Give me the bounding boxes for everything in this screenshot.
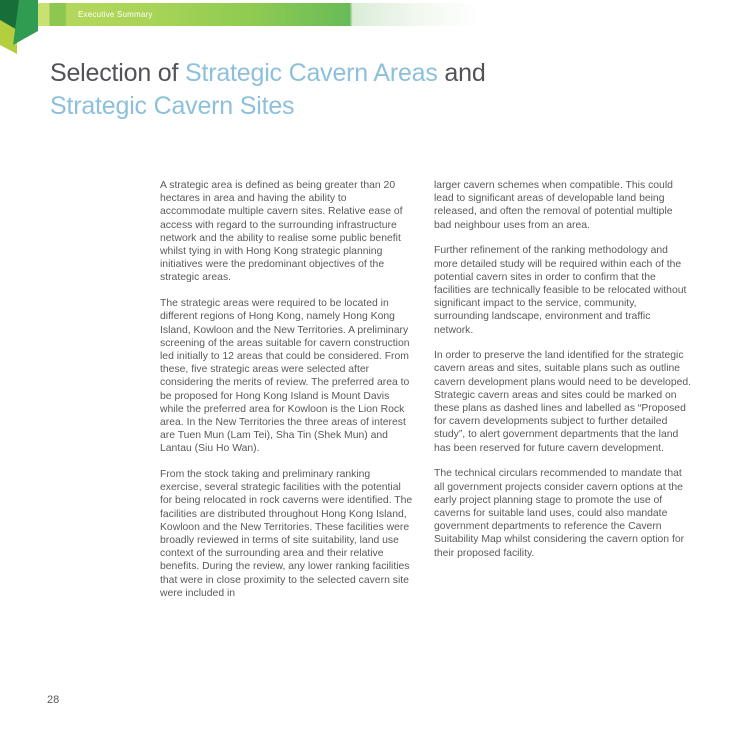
left-column [160, 179, 413, 613]
body-paragraph: larger cavern schemes when compatible. This could lead to significant areas of developable land being released, and often the removal of potential multiple bad neighbour uses from an area. [434, 180, 673, 231]
body-paragraph: A strategic area is defined as being greater than 20 hectares in area and having the ability to accommodate multiple cavern sites. Relative ease of access with regard to the surrounding infrastructure network and the ability to realise some public benefit whilst tying in with Hong Kong strategic planning initiatives were the predominant objectives of the strategic areas. [160, 180, 403, 284]
body-columns [160, 179, 692, 613]
title-segment-blue-sites: Strategic Cavern Sites [50, 92, 295, 120]
title-segment-gray: Selection of [50, 59, 185, 87]
body-paragraph: From the stock taking and preliminary ranking exercise, several strategic facilities with the potential for being relocated in rock caverns were identified. The facilities are distributed throughout Hong Kong Island, Kowloon and the New Territories. These facilities were broadly reviewed in terms of site suitability, land use context of the surrounding area and their relative benefits. During the review, any lower ranking facilities that were in close proximity to the selected cavern site were included in [160, 469, 413, 599]
header-section-label: Executive Summary [78, 10, 153, 19]
header-band [30, 3, 750, 26]
body-paragraph: In order to preserve the land identified for the strategic cavern areas and sites, suitable plans such as outline cavern development plans would need to be developed. Strategic cavern areas and sites could be marked on these plans as dashed lines and labelled as “Proposed for cavern developments subject to further detailed study”, to alert government departments that the land has been reserved for future cavern development. [434, 350, 692, 454]
body-paragraph: Further refinement of the ranking methodology and more detailed study will be required within each of the potential cavern sites in order to confirm that the facilities are technically feasible to be relocated without significant impact to the service, community, surrounding landscape, environment and traffic network. [434, 245, 687, 336]
body-paragraph: The strategic areas were required to be located in different regions of Hong Kong, namely Hong Kong Island, Kowloon and the New Territories. A preliminary screening of the areas suitable for cavern construction led initially to 12 areas that could be considered. From these, five strategic areas were selected after considering the merits of review. The preferred area to be proposed for Hong Kong Island is Mount Davis while the preferred area for Kowloon is the Lion Rock area. In the New Territories the three areas of interest are Tuen Mun (Lam Tei), Sha Tin (Shek Mun) and Lantau (Siu Ho Wan). [160, 298, 410, 455]
body-paragraph: The technical circulars recommended to mandate that all government projects consider cavern options at the early project planning stage to promote the use of caverns for suitable land uses, could also mandate government departments to reference the Cavern Suitability Map whilst considering the cavern option for their proposed facility. [434, 468, 685, 559]
title-segment-blue-areas: Strategic Cavern Areas [185, 59, 438, 87]
page-number: 28 [47, 694, 60, 706]
brand-logo-icon [0, 0, 60, 60]
title-segment-and: and [437, 59, 486, 87]
right-column [434, 179, 692, 613]
page-title [50, 57, 486, 123]
